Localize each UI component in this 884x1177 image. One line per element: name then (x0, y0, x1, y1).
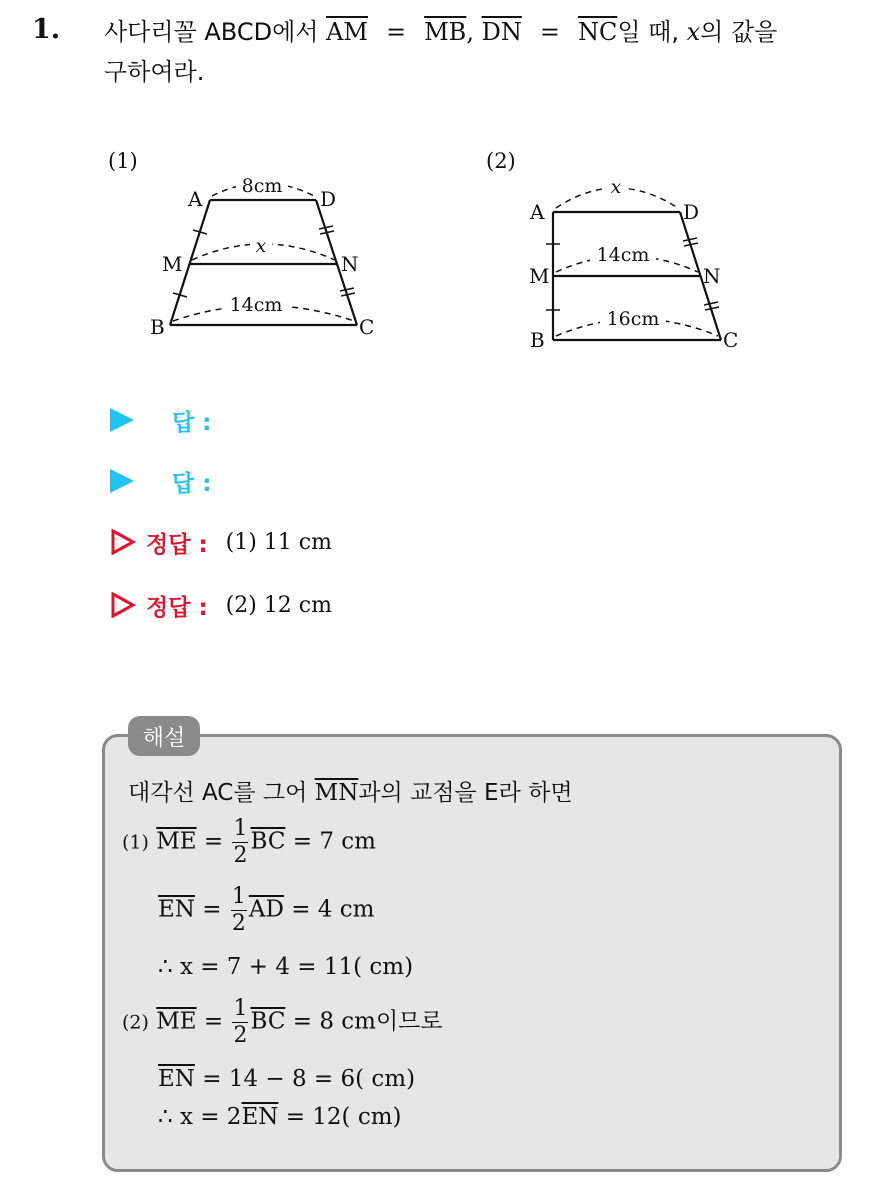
equals: = (203, 1008, 224, 1035)
segment-mb: $\overline{MB}$ (424, 18, 467, 46)
figure1-vertex-a: A (188, 187, 203, 211)
part2-en-value: = 14 − 8 = 6( cm) (202, 1066, 416, 1092)
answer-label-1: 답 : (172, 409, 212, 436)
segment-bc: $\overline{BC}$ (250, 828, 286, 855)
answer-row-2 (110, 464, 211, 498)
answer-arrow-icon (110, 469, 134, 493)
correct-arrow-icon (110, 529, 136, 555)
figure2-middle-length: 14cm (596, 244, 650, 266)
correct-label-2: 정답 : (146, 594, 208, 621)
segment-en-3: $\overline{EN}$ (241, 1104, 279, 1130)
part1-label: (1) (122, 831, 149, 854)
correct-answer-1: (1) 11 cm (225, 529, 332, 555)
solution-part2-conclusion (158, 1104, 402, 1130)
solution-part1-conclusion: ∴ x = 7 + 4 = 11( cm) (158, 954, 414, 980)
equals-sign-2: = (539, 18, 560, 46)
solution-part1-en (158, 886, 374, 935)
segment-dn: $\overline{DN}$ (481, 18, 522, 46)
tick-nc-2a (704, 302, 718, 305)
figure2-vertex-n: N (703, 264, 721, 288)
trapezoid-figure-1 (100, 140, 400, 350)
figure1-vertex-m: M (162, 252, 183, 276)
fraction-half: $\frac{1}{2}$ (233, 996, 248, 1048)
segment-nc: $\overline{NC}$ (577, 18, 618, 46)
segment-en-2: $\overline{EN}$ (158, 1066, 195, 1092)
segment-me-2: $\overline{ME}$ (156, 1008, 197, 1035)
part2-me-suffix: 이므로 (375, 1008, 443, 1035)
figure2-top-length: x (610, 176, 622, 198)
tick-nc-1 (340, 288, 354, 291)
equals: = (203, 828, 224, 855)
answer-label-2: 답 : (172, 470, 212, 497)
figure1-bottom-length: 14cm (229, 294, 283, 316)
variable-x: x (686, 18, 701, 46)
part1-en-value: = 4 cm (291, 896, 375, 923)
figure2-label: (2) (486, 149, 516, 173)
figure1-middle-length: x (255, 235, 267, 257)
solution-part2-en (158, 1066, 415, 1092)
solution-part2-me (122, 998, 443, 1047)
figure2-vertex-d: D (683, 200, 700, 224)
question-number: 1. (32, 14, 61, 45)
trapezoid-figure-2 (480, 140, 780, 360)
figure1-vertex-c: C (359, 315, 375, 339)
solution-intro (128, 774, 573, 807)
part2-conclusion-b: = 12( cm) (285, 1104, 402, 1130)
question-text (104, 12, 864, 92)
question-suffix: 의 값을 (700, 18, 778, 46)
equals: = (202, 896, 222, 923)
part2-conclusion-a: ∴ x = 2 (158, 1104, 242, 1130)
segment-en: $\overline{EN}$ (158, 896, 195, 923)
fraction-half: $\frac{1}{2}$ (231, 884, 246, 936)
segment-am: $\overline{AM}$ (326, 18, 368, 46)
segment-me: $\overline{ME}$ (156, 828, 197, 855)
solution-part1-me (122, 818, 376, 867)
figure1-vertex-n: N (341, 252, 359, 276)
figure1-vertex-d: D (320, 187, 337, 211)
figure1-top-length: 8cm (241, 175, 283, 197)
figure2-vertex-m: M (529, 264, 550, 288)
figure1-vertex-b: B (150, 315, 165, 339)
part1-me-value: = 7 cm (292, 828, 376, 855)
correct-row-1 (110, 525, 332, 559)
question-prefix: 사다리꼴 ABCD에서 (104, 18, 319, 46)
correct-label-1: 정답 : (146, 531, 208, 558)
question-mid: 일 때, (617, 18, 679, 46)
figure2-bottom-length: 16cm (606, 308, 660, 330)
segment-mn: $\overline{MN}$ (314, 780, 359, 806)
part2-label: (2) (122, 1011, 149, 1034)
solution-tag: 해설 (128, 716, 200, 756)
correct-row-2 (110, 588, 332, 622)
solution-intro-b: 과의 교점을 E라 하면 (358, 780, 573, 806)
equals-sign: = (385, 18, 407, 46)
figure1-label: (1) (108, 149, 138, 173)
figure2-vertex-c: C (723, 328, 739, 352)
correct-arrow-icon (110, 592, 136, 618)
solution-intro-a: 대각선 AC를 그어 (128, 780, 308, 806)
correct-answer-2: (2) 12 cm (225, 592, 332, 618)
segment-ad: $\overline{AD}$ (248, 896, 284, 923)
fraction-half: $\frac{1}{2}$ (233, 816, 248, 868)
answer-row-1 (110, 403, 211, 437)
part2-me-value: = 8 cm (292, 1008, 376, 1035)
comma: , (466, 18, 474, 46)
answer-arrow-icon (110, 408, 134, 432)
figure2-vertex-a: A (530, 200, 545, 224)
question-line2: 구하여라. (104, 58, 205, 86)
figure2-vertex-b: B (530, 328, 545, 352)
segment-bc-2: $\overline{BC}$ (250, 1008, 286, 1035)
